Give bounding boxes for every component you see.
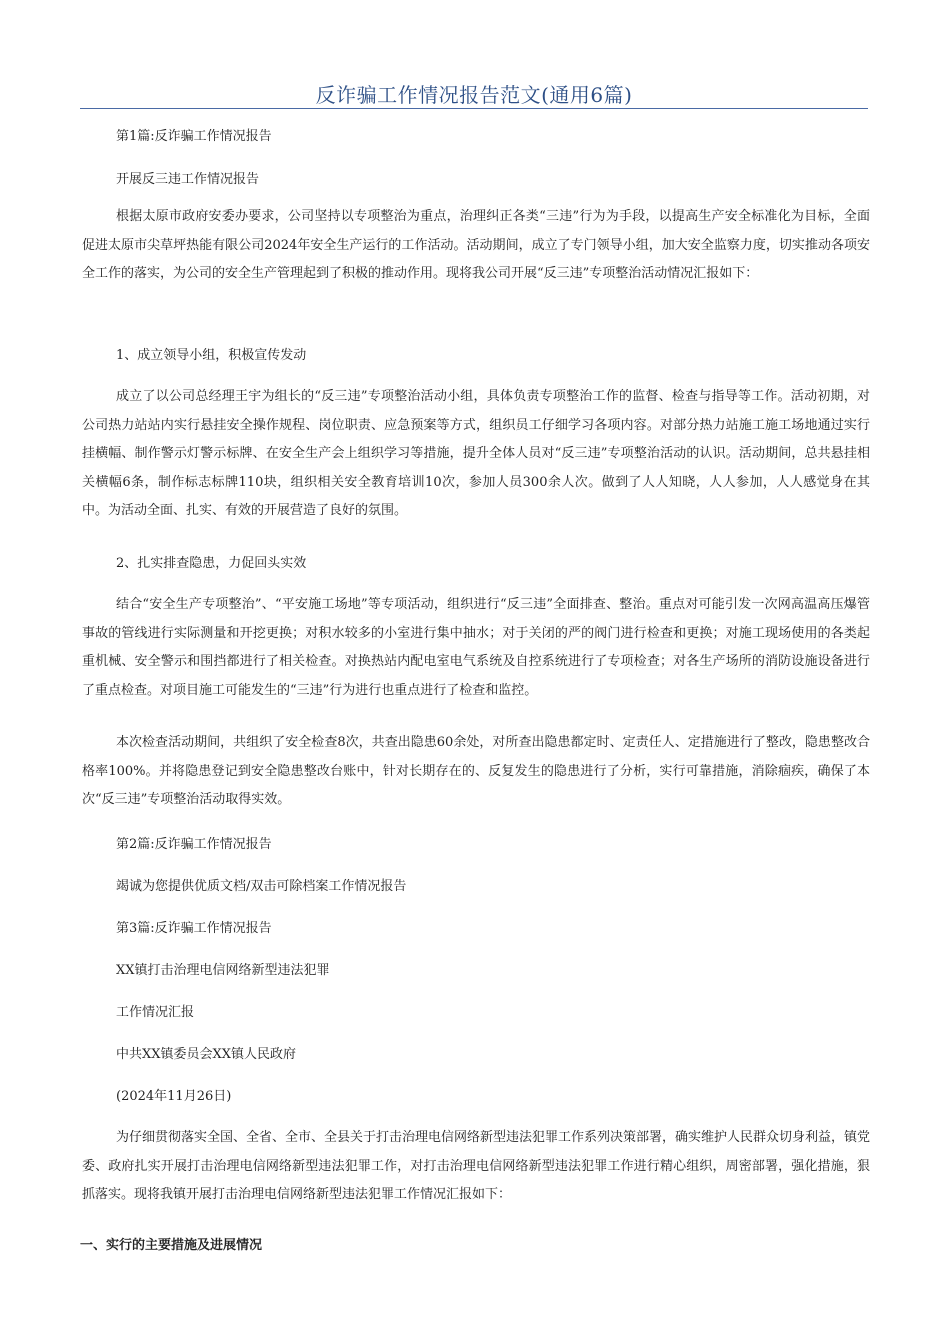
document-note: 竭诚为您提供优质文档/双击可除档案工作情况报告 xyxy=(116,879,407,894)
body-paragraph: 结合“安全生产专项整治”、“平安施工场地”等专项活动，组织进行“反三违”全面排查、整治。重点对可能引发一次网高温高压爆管事故的管线进行实际测量和开挖更换；对积水较多的小室进行集中抽水；对于关闭的严的阀门进行检查和更换；对施工现场使用的各类起重机械、安全警示和围挡都进行了相关检查。对换热站内配电室电气系统及自控系统进行了专项检查；对各生产场所的消防设施设备进行了重点检查。对项目施工可能发生的“三违”行为进行也重点进行了检查和监控。 xyxy=(82,597,870,698)
section-heading-1: 1、成立领导小组，积极宣传发动 xyxy=(116,348,307,363)
document-title: 反诈骗工作情况报告范文(通用6篇) xyxy=(315,83,633,107)
report-issuer: 中共XX镇委员会XX镇人民政府 xyxy=(116,1047,297,1062)
report-subtitle: 开展反三违工作情况报告 xyxy=(116,172,260,187)
part-1-heading: 第1篇:反诈骗工作情况报告 xyxy=(116,129,272,144)
title-underline xyxy=(80,108,868,109)
report-title-line-2: 工作情况汇报 xyxy=(116,1005,195,1020)
body-paragraph: 为仔细贯彻落实全国、全省、全市、全县关于打击治理电信网络新型违法犯罪工作系列决策部署，确实维护人民群众切身利益，镇党委、政府扎实开展打击治理电信网络新型违法犯罪工作，对打击治理电信网络新型违法犯罪工作进行精心组织，周密部署，强化措施，狠抓落实。现将我镇开展打击治理电信网络新型违法犯罪工作情况汇报如下： xyxy=(82,1130,871,1202)
body-paragraph: 根据太原市政府安委办要求，公司坚持以专项整治为重点，治理纠正各类“三违”行为为手段，以提高生产安全标准化为目标，全面促进太原市尖草坪热能有限公司2024年安全生产运行的工作活动。活动期间，成立了专门领导小组，加大安全监察力度，切实推动各项安全工作的落实，为公司的安全生产管理起到了积极的推动作用。现将我公司开展“反三违”专项整治活动情况汇报如下： xyxy=(82,209,870,281)
part-3-heading: 第3篇:反诈骗工作情况报告 xyxy=(116,921,272,936)
section-heading-measures: 一、实行的主要措施及进展情况 xyxy=(80,1238,263,1253)
body-paragraph: 本次检查活动期间，共组织了安全检查8次，共查出隐患60余处，对所查出隐患都定时、定责任人、定措施进行了整改，隐患整改合格率100%。并将隐患登记到安全隐患整改台账中，针对长期存在的、反复发生的隐患进行了分析，实行可靠措施，消除痼疾，确保了本次“反三违”专项整治活动取得实效。 xyxy=(82,735,870,807)
section-heading-2: 2、扎实排查隐患，力促回头实效 xyxy=(116,556,307,571)
report-date: (2024年11月26日) xyxy=(116,1089,232,1104)
body-paragraph: 成立了以公司总经理王宇为组长的“反三违”专项整治活动小组，具体负责专项整治工作的监督、检查与指导等工作。活动初期，对公司热力站站内实行悬挂安全操作规程、岗位职责、应急预案等方式，组织员工仔细学习各项内容。对部分热力站施工施工场地通过实行挂横幅、制作警示灯警示标牌、在安全生产会上组织学习等措施，提升全体人员对“反三违”专项整治活动的认识。活动期间，总共悬挂相关横幅6条，制作标志标牌110块，组织相关安全教育培训10次，参加人员300余人次。做到了人人知晓，人人参加，人人感觉身在其中。为活动全面、扎实、有效的开展营造了良好的氛围。 xyxy=(82,389,870,518)
part-2-heading: 第2篇:反诈骗工作情况报告 xyxy=(116,837,272,852)
report-title-line-1: XX镇打击治理电信网络新型违法犯罪 xyxy=(116,963,330,978)
